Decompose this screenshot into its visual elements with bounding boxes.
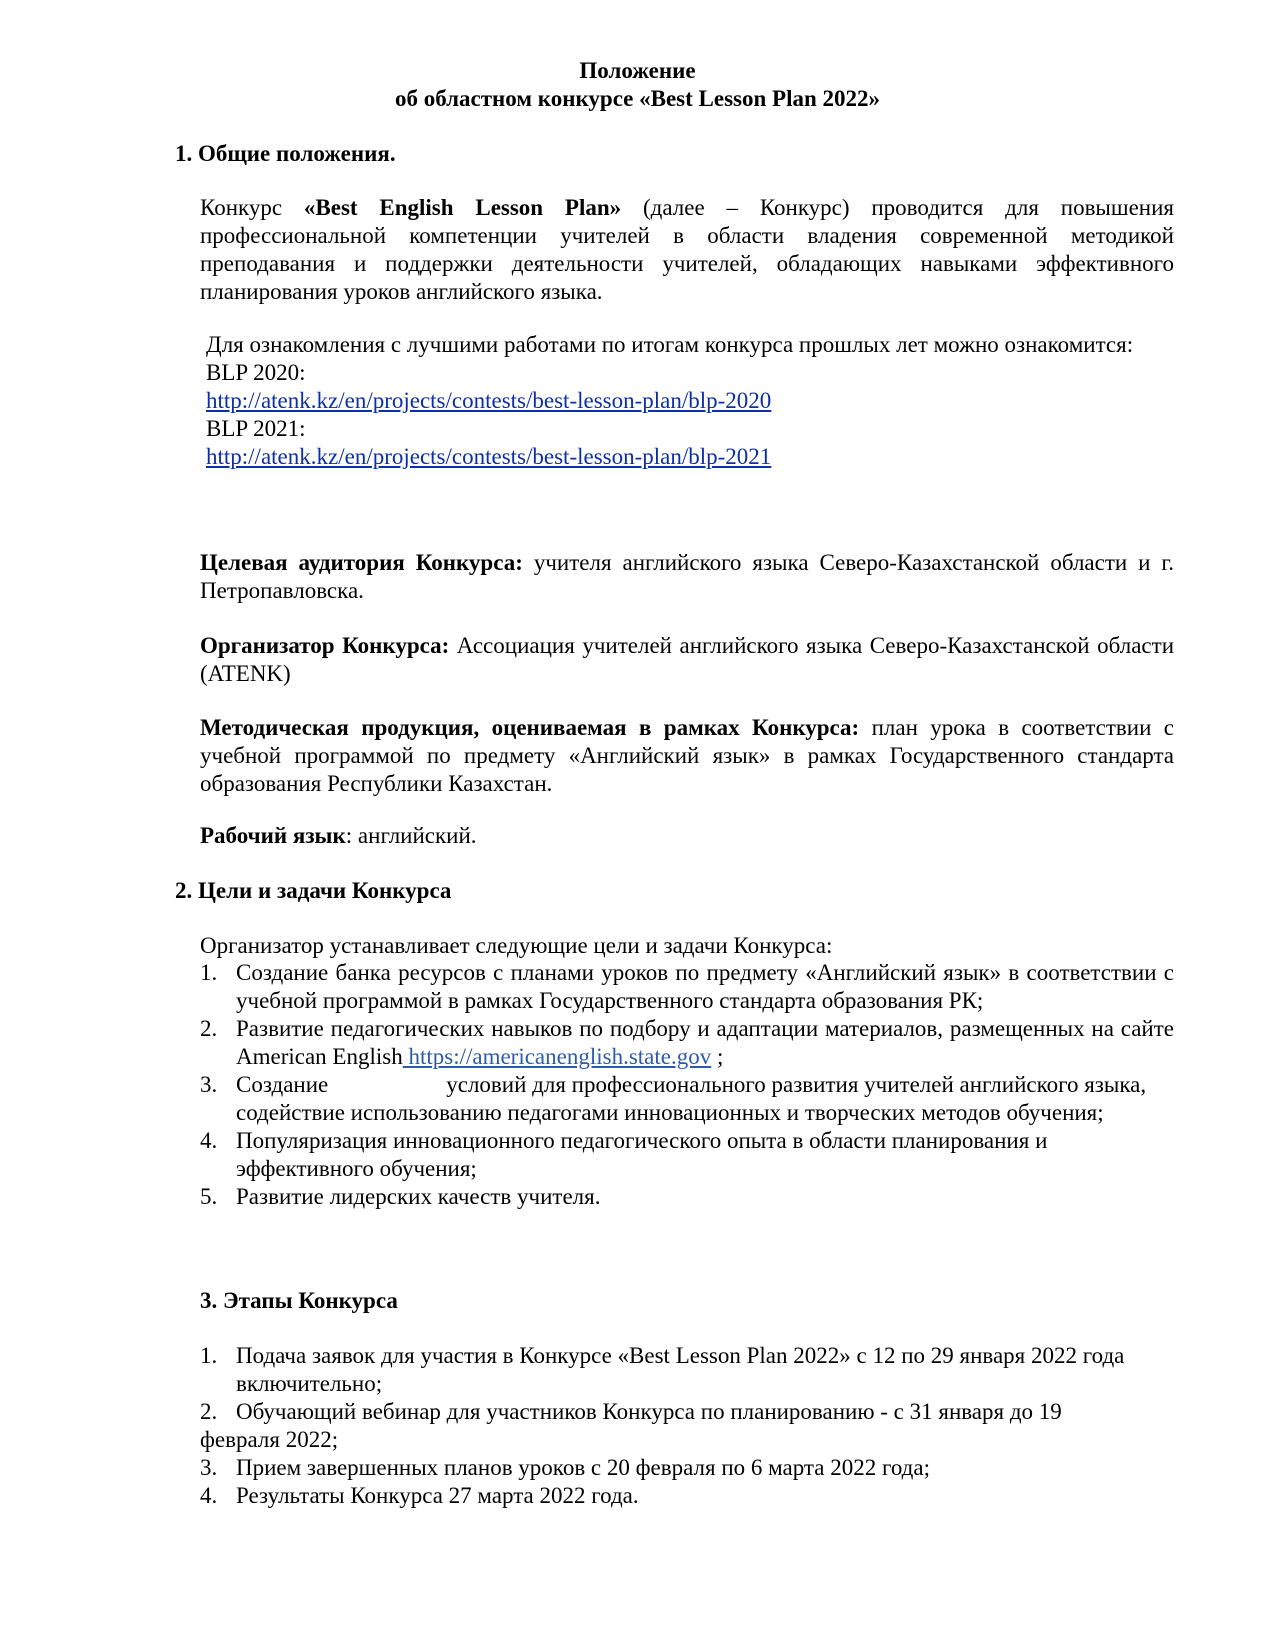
audience-text: учителя английского языка Северо-Казахстанской области и г. Петропавловска. — [200, 550, 1174, 603]
stage-text: Прием завершенных планов уроков с 20 февраля по 6 марта 2022 года; — [236, 1455, 930, 1480]
goal-text-end: ; — [711, 1044, 724, 1069]
goal-text: Популяризация инновационного педагогического опыта в области планирования и эффективного обучения; — [236, 1128, 1048, 1181]
stage-text-line1: Обучающий вебинар для участников Конкурса по планированию - с 31 января до 19 — [236, 1399, 1062, 1424]
language-paragraph — [200, 822, 1174, 850]
past-results-text: Для ознакомления с лучшими работами по итогам конкурса прошлых лет можно ознакомится: — [206, 332, 1134, 357]
intro-post: (далее – Конкурс) проводится для повышения профессиональной компетенции учителей в области владения современной методикой преподавания и поддержки деятельности учителей, обладающих навыками эффективного планирования уроков английского языка. — [200, 195, 1174, 304]
goal-item — [200, 1071, 1148, 1127]
goal-item — [200, 1015, 1174, 1071]
goal-text: Развитие лидерских качеств учителя. — [236, 1184, 601, 1209]
blp2020-link[interactable]: http://atenk.kz/en/projects/contests/best-lesson-plan/blp-2020 — [206, 388, 772, 413]
stage-number: 4. — [200, 1483, 218, 1508]
blp2020-label: BLP 2020: — [206, 360, 306, 385]
americanenglish-link[interactable]: https://americanenglish.state.gov — [402, 1044, 712, 1069]
goal-number: 1. — [200, 960, 218, 985]
organizer-paragraph — [200, 632, 1174, 688]
title-line-1: Положение — [579, 58, 696, 83]
goal-item — [200, 1127, 1148, 1183]
goal-item — [200, 1183, 1174, 1211]
contest-name: «Best English Lesson Plan» — [303, 195, 622, 220]
stage-item — [200, 1482, 1174, 1510]
stage-item — [200, 1398, 1174, 1454]
audience-label: Целевая аудитория Конкурса: — [200, 550, 523, 575]
organizer-text: Ассоциация учителей английского языка Северо-Казахстанской области (ATENK) — [200, 633, 1174, 686]
goal-number: 4. — [200, 1128, 218, 1153]
goal-item — [200, 959, 1174, 1015]
stage-item — [200, 1342, 1156, 1398]
stage-text-line2: февраля 2022; — [200, 1427, 339, 1452]
goal-number: 5. — [200, 1184, 218, 1209]
goal-text-a: Создание — [236, 1072, 329, 1097]
goals-intro: Организатор устанавливает следующие цели и задачи Конкурса: — [200, 933, 833, 958]
document-title — [0, 57, 1275, 113]
language-label: Рабочий язык — [200, 823, 346, 848]
product-label: Методическая продукция, оцениваемая в рамках Конкурса: — [200, 715, 860, 740]
stage-number: 2. — [200, 1399, 218, 1424]
intro-pre: Конкурс — [200, 195, 304, 220]
blp2021-label: BLP 2021: — [206, 416, 306, 441]
stage-number: 1. — [200, 1343, 218, 1368]
title-line-2: об областном конкурсе «Best Lesson Plan 2022» — [394, 86, 881, 111]
goal-text: Создание банка ресурсов с планами уроков по предмету «Английский язык» в соответствии с учебной программой в рамках Государственного стандарта образования РК; — [236, 960, 1174, 1013]
blp2021-link[interactable]: http://atenk.kz/en/projects/contests/best-lesson-plan/blp-2021 — [206, 444, 772, 469]
stages-list — [200, 1342, 1174, 1510]
intro-paragraph — [200, 194, 1174, 306]
goal-text-b: условий для профессионального развития учителей английского языка, содействие использованию педагогами инновационных и творческих методов обучения; — [236, 1072, 1147, 1125]
stage-text: Результаты Конкурса 27 марта 2022 года. — [236, 1483, 639, 1508]
product-text: план урока в соответствии с учебной программой по предмету «Английский язык» в рамках Государственного стандарта образования Республики Казахстан. — [200, 715, 1174, 796]
stage-number: 3. — [200, 1455, 218, 1480]
stage-item — [200, 1454, 1174, 1482]
goal-number: 3. — [200, 1072, 218, 1097]
product-paragraph — [200, 714, 1174, 798]
language-text: : английский. — [345, 823, 477, 848]
section-1-heading: 1. Общие положения. — [175, 141, 396, 166]
organizer-label: Организатор Конкурса: — [200, 633, 450, 658]
goal-text: Развитие педагогических навыков по подбору и адаптации материалов, размещенных на сайте American English — [236, 1016, 1174, 1069]
stage-text: Подача заявок для участия в Конкурсе «Best Lesson Plan 2022» с 12 по 29 января 2022 года включительно; — [236, 1343, 1125, 1396]
goal-number: 2. — [200, 1016, 218, 1041]
past-results-block — [206, 331, 1182, 471]
goals-list — [200, 959, 1174, 1211]
section-3-heading: 3. Этапы Конкурса — [200, 1288, 398, 1313]
audience-paragraph — [200, 549, 1174, 605]
section-2-heading: 2. Цели и задачи Конкурса — [175, 878, 452, 903]
